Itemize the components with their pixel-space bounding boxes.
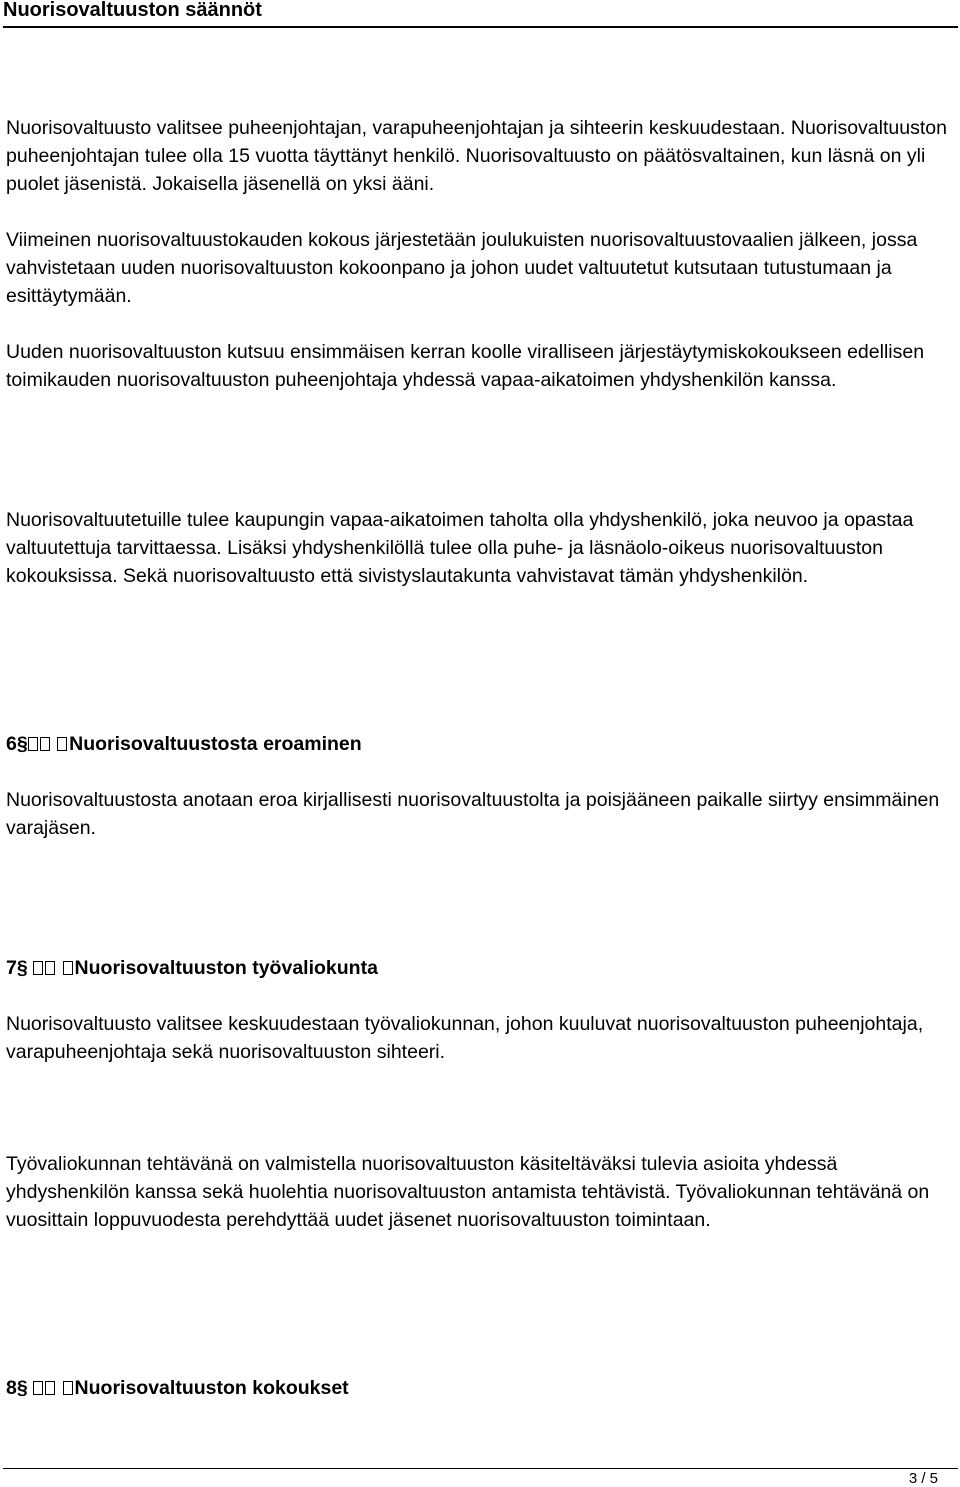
missing-glyph-icon	[40, 737, 50, 751]
footer-divider	[3, 1468, 958, 1469]
missing-glyph-icon	[57, 737, 67, 751]
section-7-body-1: Nuorisovaltuusto valitsee keskuudestaan työvaliokunnan, johon kuuluvat nuorisovaltuuston puheenjohtaja, varapuheenjohtaja sekä nuorisovaltuuston sihteeri.	[6, 1013, 924, 1063]
paragraph-final-meeting: Viimeinen nuorisovaltuustokauden kokous järjestetään joulukuisten nuorisovaltuustovaalien jälkeen, jossa vahvistetaan uuden nuorisovaltuuston kokoonpano ja johon uudet valtuutetut kutsutaan tutustumaan ja esittäytymään.	[6, 229, 918, 307]
missing-glyph-icon	[28, 737, 38, 751]
header-divider	[3, 26, 958, 28]
section-title: Nuorisovaltuustosta eroaminen	[69, 733, 362, 755]
section-number: 6§	[6, 733, 28, 755]
missing-glyph-icon	[63, 961, 73, 975]
section-title: Nuorisovaltuuston työvaliokunta	[74, 957, 378, 979]
paragraph-chair-election: Nuorisovaltuusto valitsee puheenjohtajan, varapuheenjohtajan ja sihteerin keskuudestaan. Nuorisovaltuuston puheenjohtajan tulee olla 15 vuotta täyttänyt henkilö. Nuorisovaltuusto on päätösvaltainen, kun läsnä on yli puolet jäsenistä. Jokaisella jäsenellä on yksi ääni.	[6, 117, 947, 195]
section-6-heading	[6, 730, 956, 758]
paragraph-first-meeting: Uuden nuorisovaltuuston kutsuu ensimmäisen kerran koolle viralliseen järjestäytymiskokoukseen edellisen toimikauden nuorisovaltuuston puheenjohtaja yhdessä vapaa-aikatoimen yhdyshenkilön kanssa.	[6, 341, 925, 391]
section-8-heading	[6, 1374, 956, 1402]
section-number: 7§	[6, 957, 28, 979]
section-title: Nuorisovaltuuston kokoukset	[74, 1377, 349, 1399]
missing-glyph-icon	[33, 1381, 43, 1395]
section-7-heading	[6, 954, 956, 982]
section-number: 8§	[6, 1377, 28, 1399]
page-number: 3 / 5	[908, 1470, 938, 1487]
paragraph-contact-person: Nuorisovaltuutetuille tulee kaupungin vapaa-aikatoimen taholta olla yhdyshenkilö, joka neuvoo ja opastaa valtuutettuja tarvittaessa. Lisäksi yhdyshenkilöllä tulee olla puhe- ja läsnäolo-oikeus nuorisovaltuuston kokouksissa. Sekä nuorisovaltuusto että sivistyslautakunta vahvistavat tämän yhdyshenkilön.	[6, 509, 914, 587]
missing-glyph-icon	[45, 961, 55, 975]
section-7-body-2: Työvaliokunnan tehtävänä on valmistella nuorisovaltuuston käsiteltäväksi tulevia asioita yhdessä yhdyshenkilön kanssa sekä huolehtia nuorisovaltuuston antamista tehtävistä. Työvaliokunnan tehtävänä on vuosittain loppuvuodesta perehdyttää uudet jäsenet nuorisovaltuuston toimintaan.	[6, 1153, 930, 1231]
missing-glyph-icon	[45, 1381, 55, 1395]
missing-glyph-icon	[33, 961, 43, 975]
missing-glyph-icon	[63, 1381, 73, 1395]
document-title: Nuorisovaltuuston säännöt	[3, 0, 262, 21]
section-6-body: Nuorisovaltuustosta anotaan eroa kirjallisesti nuorisovaltuustolta ja poisjääneen paikalle siirtyy ensimmäinen varajäsen.	[6, 789, 940, 839]
